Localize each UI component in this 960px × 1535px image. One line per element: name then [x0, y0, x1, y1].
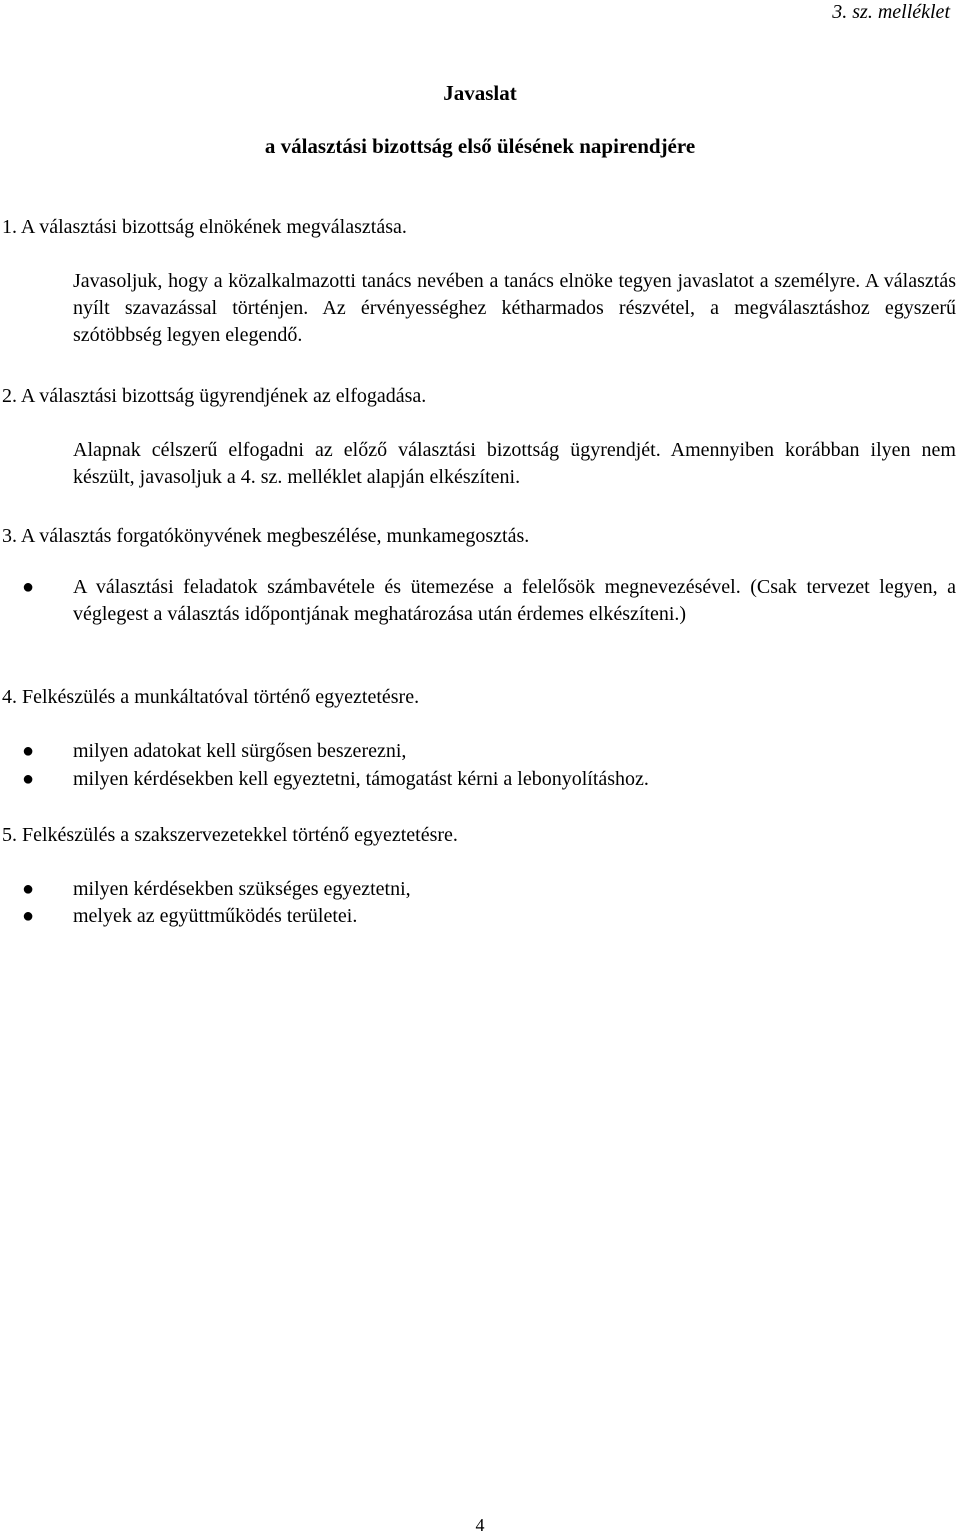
bullet-text: milyen adatokat kell sürgősen beszerezni,	[73, 740, 407, 762]
section-1-paragraph: Javasoljuk, hogy a közalkalmazotti tanács nevében a tanács elnöke tegyen javaslatot a személyre. A választás nyílt szavazással történjen. Az érvényességhez kétharmados részvétel, a megválasztáshoz egyszerű szótöbbség legyen elegendő.	[73, 270, 956, 346]
bullet-text: milyen kérdésekben szükséges egyeztetni,	[73, 878, 411, 900]
section-4-heading: 4. Felkészülés a munkáltatóval történő egyeztetésre.	[2, 686, 420, 708]
bullet-text: A választási feladatok számbavétele és ütemezése a felelősök megnevezésével. (Csak tervezet legyen, a véglegest a választás időpontjának meghatározása után érdemes elkészíteni.)	[73, 576, 956, 625]
bullet-icon: ●	[22, 768, 35, 790]
section-2-paragraph: Alapnak célszerű elfogadni az előző választási bizottság ügyrendjét. Amennyiben korábban ilyen nem készült, javasoljuk a 4. sz. melléklet alapján elkészíteni.	[73, 439, 956, 488]
bullet-icon: ●	[22, 740, 35, 762]
bullet-text: milyen kérdésekben kell egyeztetni, támogatást kérni a lebonyolításhoz.	[73, 768, 649, 790]
section-3-heading: 3. A választás forgatókönyvének megbeszélése, munkamegosztás.	[2, 525, 530, 547]
document-subtitle: a választási bizottság első ülésének napirendjére	[264, 134, 696, 158]
annex-label: 3. sz. melléklet	[832, 1, 950, 23]
bullet-icon: ●	[22, 576, 35, 598]
section-2-heading: 2. A választási bizottság ügyrendjének az elfogadása.	[2, 385, 427, 407]
bullet-icon: ●	[22, 878, 35, 900]
bullet-icon: ●	[22, 905, 35, 927]
section-5-heading: 5. Felkészülés a szakszervezetekkel történő egyeztetésre.	[2, 824, 458, 846]
section-1-heading: 1. A választási bizottság elnökének megválasztása.	[2, 216, 407, 238]
document-title: Javaslat	[443, 81, 517, 105]
bullet-text: melyek az együttműködés területei.	[73, 905, 358, 927]
page-number: 4	[475, 1515, 485, 1535]
